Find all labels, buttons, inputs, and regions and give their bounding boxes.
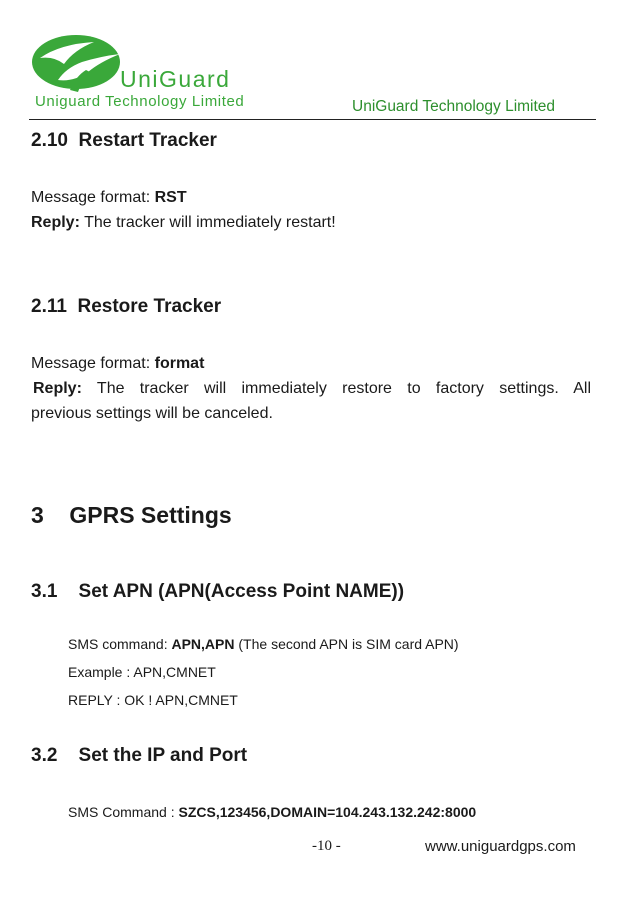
section-3-1-heading	[31, 581, 404, 603]
s31-example: Example : APN,CMNET	[68, 664, 216, 680]
section-number: 3.1	[31, 581, 58, 602]
section-title: Restore Tracker	[77, 296, 222, 317]
s32-sms-command	[68, 804, 476, 820]
s211-reply-line1	[33, 380, 591, 398]
section-2-10-heading	[31, 130, 217, 152]
value: format	[154, 355, 205, 372]
s210-reply	[31, 214, 336, 232]
chapter-number: 3	[31, 502, 44, 528]
s211-message-format	[31, 355, 204, 373]
chapter-3-heading	[31, 502, 232, 529]
s31-reply: REPLY : OK ! APN,CMNET	[68, 692, 238, 708]
value: SZCS,123456,DOMAIN=104.243.132.242:8000	[178, 804, 477, 820]
section-title: Set APN (APN(Access Point NAME))	[78, 581, 405, 602]
label: Reply:	[33, 380, 82, 397]
footer-website: www.uniguardgps.com	[425, 838, 576, 855]
label: SMS Command :	[68, 804, 179, 820]
label: SMS command:	[68, 636, 172, 652]
brand-subtitle: Uniguard Technology Limited	[35, 93, 245, 110]
label: Reply:	[31, 214, 80, 231]
value: RST	[154, 189, 187, 206]
value: APN,APN	[171, 636, 235, 652]
value: The tracker will immediately restart!	[79, 214, 336, 231]
section-number: 2.10	[31, 130, 68, 151]
section-3-2-heading	[31, 745, 247, 767]
section-title: Restart Tracker	[78, 130, 217, 151]
value: The tracker will immediately restore to factory settings. All	[81, 380, 591, 397]
section-number: 2.11	[31, 296, 67, 317]
s210-message-format	[31, 189, 187, 207]
section-number: 3.2	[31, 745, 58, 766]
s31-sms-command	[68, 636, 459, 652]
uniguard-leaf-logo-icon	[30, 32, 130, 94]
page-number: -10 -	[312, 838, 341, 854]
label: Message format:	[31, 189, 155, 206]
section-2-11-heading	[31, 296, 221, 318]
header-divider	[29, 119, 596, 120]
label: Message format:	[31, 355, 155, 372]
section-title: Set the IP and Port	[78, 745, 248, 766]
chapter-title: GPRS Settings	[69, 502, 232, 528]
s211-reply-line2: previous settings will be canceled.	[31, 405, 273, 422]
note: (The second APN is SIM card APN)	[234, 636, 459, 652]
brand-wordmark: UniGuard	[120, 66, 231, 92]
header-company-name: UniGuard Technology Limited	[352, 98, 556, 115]
